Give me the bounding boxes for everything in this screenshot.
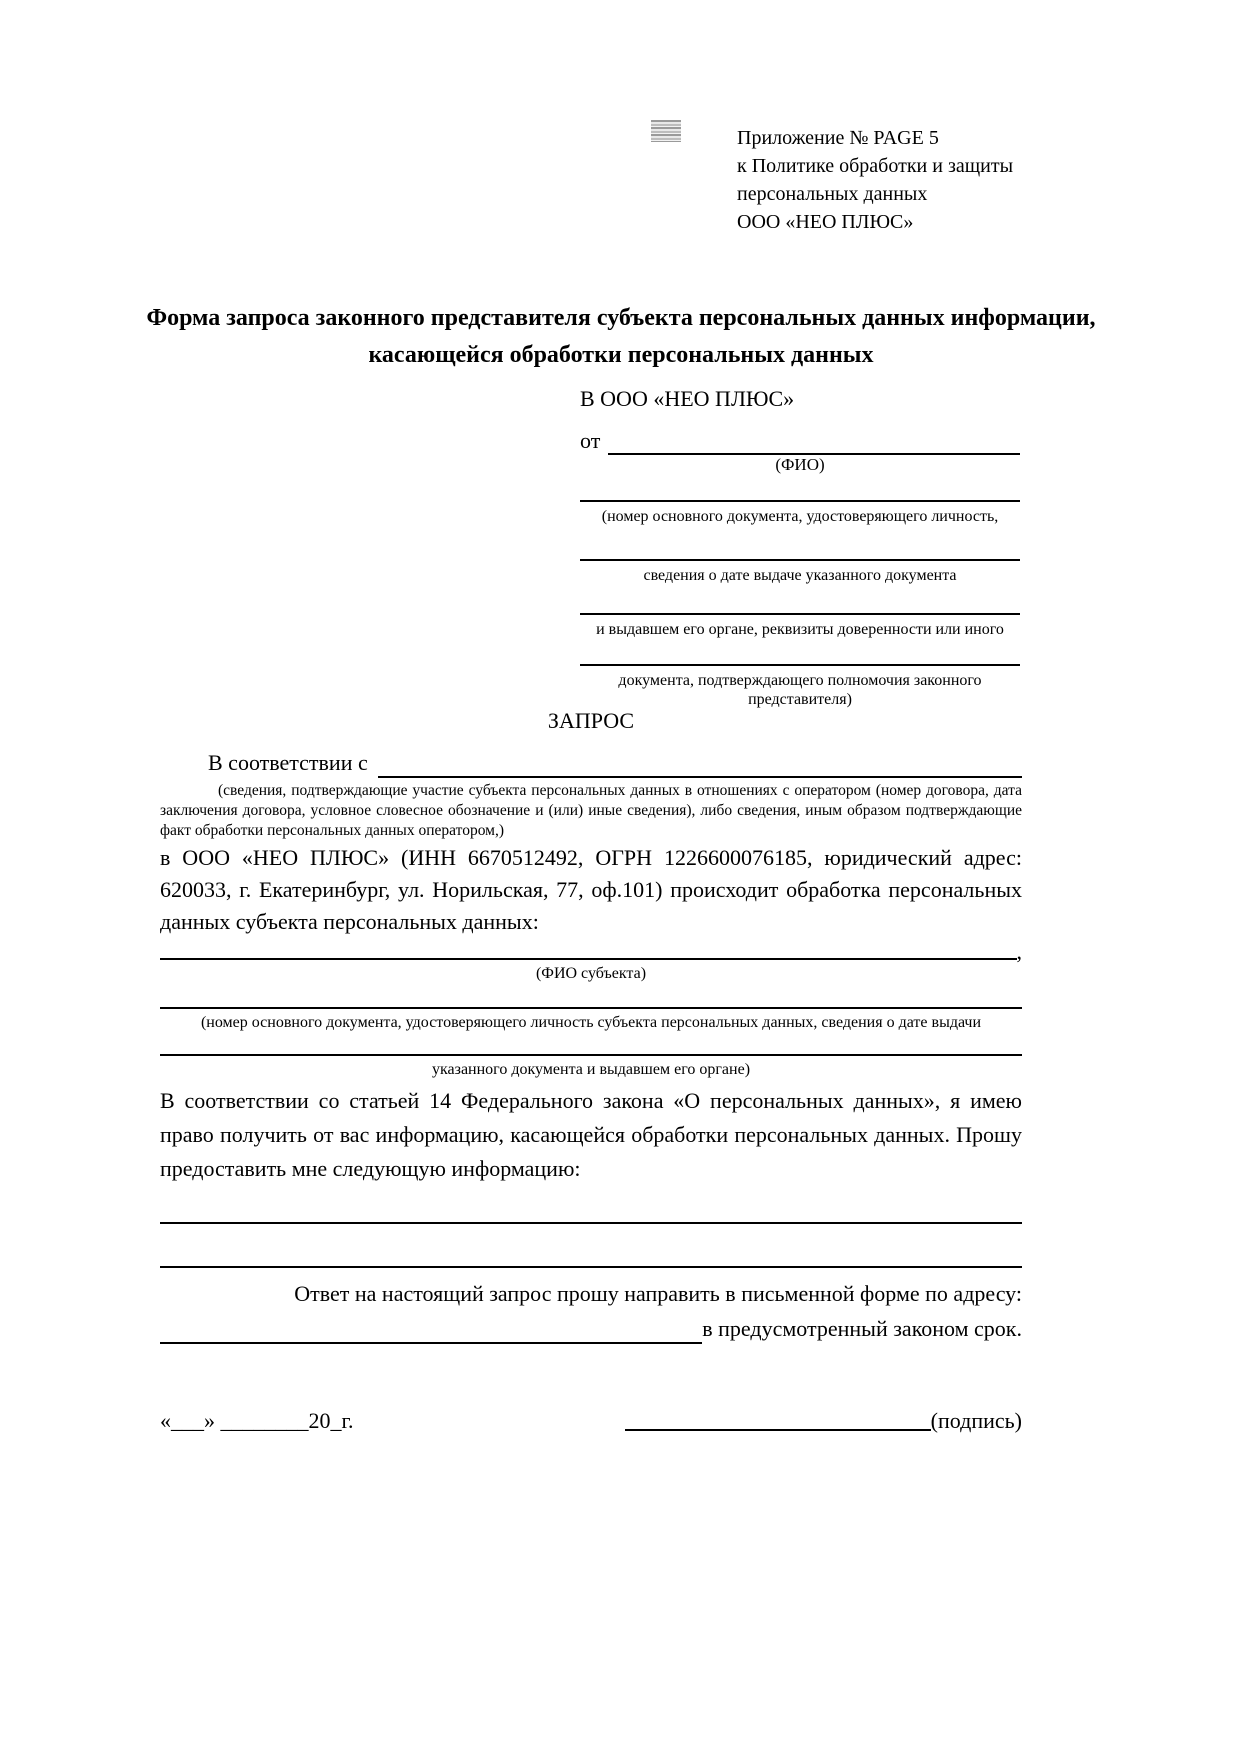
signature-row <box>160 1406 1022 1436</box>
annex-block <box>737 124 1013 236</box>
annex-line: Приложение № PAGE 5 <box>737 127 939 149</box>
subject-fio-row <box>160 939 1022 964</box>
request-heading: ЗАПРОС <box>547 708 635 733</box>
signature-caption: (подпись) <box>930 1408 1022 1433</box>
reply-address-fill-line[interactable] <box>160 1342 702 1344</box>
accordance-row <box>160 748 1022 778</box>
from-label: от <box>580 428 601 453</box>
accordance-fill-line[interactable] <box>378 776 1022 778</box>
subject-document-fill-line[interactable] <box>160 1007 1022 1009</box>
signature-area <box>625 1406 1022 1436</box>
fine-print-note: (сведения, подтверждающие участие субъекта персональных данных в отношениях с оператором (номер договора, дата заключения договора, условное словесное обозначение и (или) иные сведения), либо сведения, иным образом подтверждающие факт обработки персональных данных оператором,) <box>160 782 1022 839</box>
subject-authority-group <box>160 1054 1022 1079</box>
fio-caption: (ФИО) <box>775 455 825 474</box>
issue-date-fill-line[interactable] <box>580 559 1020 561</box>
annex-line: ООО «НЕО ПЛЮС» <box>737 211 914 233</box>
document-number-fill-line[interactable] <box>580 500 1020 502</box>
subject-document-caption: (номер основного документа, удостоверяющего личность субъекта персональных данных, сведения о дате выдачи <box>200 1014 982 1031</box>
subject-authority-fill-line[interactable] <box>160 1054 1022 1056</box>
authority-document-fill-line[interactable] <box>580 664 1020 666</box>
subject-fio-suffix: , <box>1016 939 1022 964</box>
page-title: Форма запроса законного представителя субъекта персональных данных информации, касающейся обработки персональных данных <box>146 305 1096 368</box>
issue-date-group <box>580 559 1020 585</box>
accordance-prefix: В соответствии с <box>208 750 368 775</box>
annex-line: персональных данных <box>737 183 928 205</box>
subject-fio-fill-line[interactable] <box>160 958 1017 960</box>
information-fill-line[interactable] <box>160 1266 1022 1268</box>
signature-fill-line[interactable] <box>625 1429 931 1431</box>
information-fill-line[interactable] <box>160 1222 1022 1224</box>
issue-date-caption: сведения о дате выдаче указанного документа <box>643 567 957 584</box>
issuing-authority-group <box>580 613 1020 639</box>
authority-document-caption: документа, подтверждающего полномочия законного представителя) <box>618 672 982 708</box>
subject-authority-caption: указанного документа и выдавшем его органе) <box>431 1061 751 1078</box>
reply-term-text: в предусмотренный законом срок. <box>702 1316 1022 1341</box>
operator-paragraph: в ООО «НЕО ПЛЮС» (ИНН 6670512492, ОГРН 1226600076185, юридический адрес: 620033, г. Екатеринбург, ул. Норильская, 77, оф.101) происходит обработка персональных данных субъекта персональных данных: <box>160 845 1022 934</box>
embedded-object-icon <box>651 120 681 142</box>
annex-line: к Политике обработки и защиты <box>737 155 1014 177</box>
subject-fio-caption: (ФИО субъекта) <box>535 965 647 982</box>
addressee-block <box>580 385 1020 709</box>
request-body <box>160 706 1022 1436</box>
authority-document-group <box>580 664 1020 709</box>
document-number-caption: (номер основного документа, удостоверяющего личность, <box>601 508 999 525</box>
date-blank[interactable]: «___» ________20_г. <box>160 1408 354 1433</box>
issuing-authority-caption: и выдавшем его органе, реквизиты доверенности или иного <box>596 621 1004 638</box>
reply-address-row <box>160 1314 1022 1344</box>
law-paragraph: В соответствии со статьей 14 Федерального закона «О персональных данных», я имею право получить от вас информацию, касающейся обработки персональных данных. Прошу предоставить мне следующую информацию: <box>160 1088 1022 1181</box>
issuing-authority-fill-line[interactable] <box>580 613 1020 615</box>
reply-address-sentence: Ответ на настоящий запрос прошу направить в письменной форме по адресу: <box>294 1281 1022 1306</box>
addressee-organization: В ООО «НЕО ПЛЮС» <box>580 386 795 411</box>
document-number-group <box>580 500 1020 526</box>
subject-document-group <box>160 1007 1022 1032</box>
from-row <box>580 427 1020 455</box>
